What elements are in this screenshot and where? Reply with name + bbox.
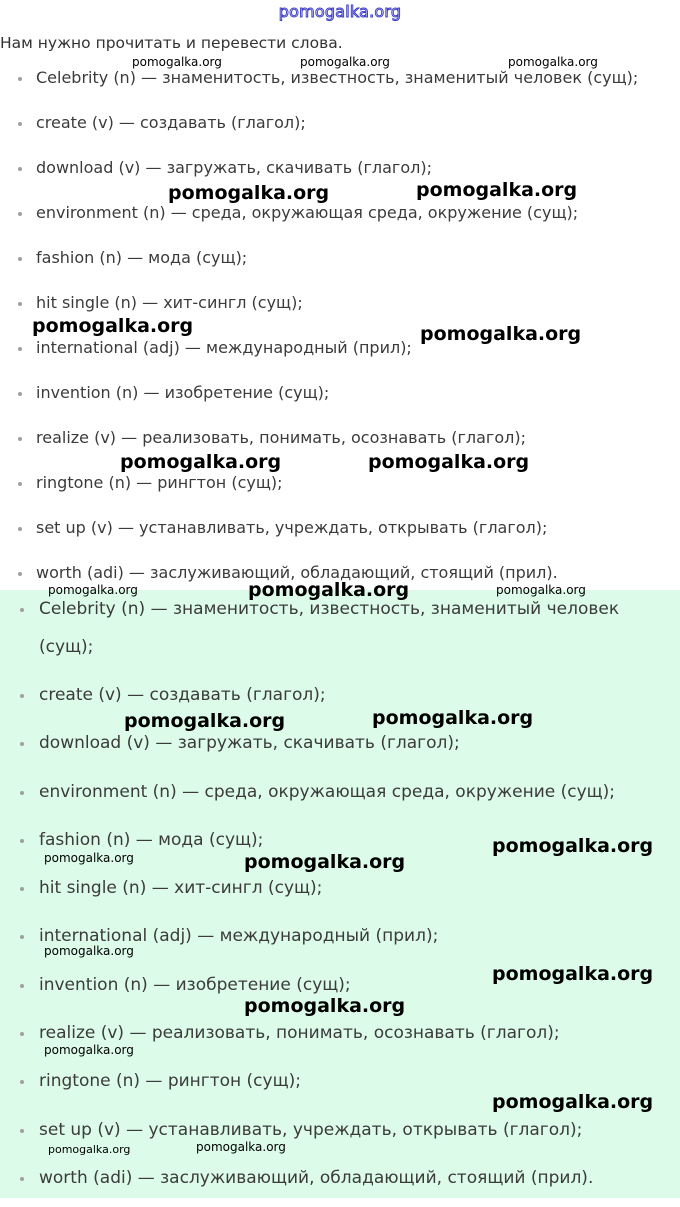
watermark: pomogalka.org [48,1143,131,1156]
list-item: create (v) — создавать (глагол); [0,103,680,148]
list-item: ringtone (n) — рингтон (сущ); [0,463,680,508]
list-item: fashion (n) — мода (сущ); [0,238,680,283]
watermark: pomogalka.org [244,851,406,873]
list-item: Celebrity (n) — знаменитость, известность, знаменитый человек (сущ); [0,590,680,676]
list-item: hit single (n) — хит-сингл (сущ); [0,869,680,917]
list-item: realize (v) — реализовать, понимать, осознавать (глагол); [0,418,680,463]
watermark: pomogalka.org [44,1043,134,1057]
list-item: download (v) — загружать, скачивать (глагол); [0,148,680,193]
watermark: pomogalka.org [244,995,406,1017]
watermark: pomogalka.org [196,1140,286,1154]
watermark: pomogalka.org [372,707,534,729]
list-item: worth (adi) — заслуживающий, обладающий, стоящий (прил). [0,1159,680,1207]
watermark: pomogalka.org [492,1091,654,1113]
list-item: realize (v) — реализовать, понимать, осознавать (глагол); [0,1014,680,1062]
list-item: Celebrity (n) — знаменитость, известность, знаменитый человек (сущ); [0,58,680,103]
watermark: pomogalka.org [44,851,134,865]
watermark: pomogalka.org [300,55,390,69]
watermark: pomogalka.org [492,963,654,985]
list-item: download (v) — загружать, скачивать (глагол); [0,724,680,772]
list-item: invention (n) — изобретение (сущ); [0,373,680,418]
watermark: pomogalka.org [492,835,654,857]
watermark: pomogalka.org [420,323,582,345]
watermark: pomogalka.org [508,55,598,69]
list-item: environment (n) — среда, окружающая среда, окружение (сущ); [0,773,680,821]
watermark: pomogalka.org [120,451,282,473]
list-item: worth (adi) — заслуживающий, обладающий, стоящий (прил). [0,553,680,598]
list-item: international (adj) — международный (прил); [0,328,680,373]
watermark: pomogalka.org [368,451,530,473]
watermark: pomogalka.org [168,182,330,204]
watermark: pomogalka.org [496,583,586,597]
list-item: environment (n) — среда, окружающая среда, окружение (сущ); [0,193,680,238]
watermark: pomogalka.org [132,55,222,69]
list-item: set up (v) — устанавливать, учреждать, открывать (глагол); [0,508,680,553]
list-item: ringtone (n) — рингтон (сущ); [0,1062,680,1110]
watermark: pomogalka.org [416,179,578,201]
list-item: set up (v) — устанавливать, учреждать, открывать (глагол); [0,1111,680,1159]
list-item: international (adj) — международный (прил); [0,917,680,965]
site-logo[interactable]: pomogalka.org [278,2,402,21]
vocabulary-list-bottom [0,590,680,1207]
watermark: pomogalka.org [124,710,286,732]
watermark: pomogalka.org [48,583,138,597]
list-item: hit single (n) — хит-сингл (сущ); [0,283,680,328]
watermark: pomogalka.org [44,944,134,958]
list-item: invention (n) — изобретение (сущ); [0,966,680,1014]
list-item: fashion (n) — мода (сущ); [0,821,680,869]
list-item: create (v) — создавать (глагол); [0,676,680,724]
watermark: pomogalka.org [248,579,410,601]
watermark: pomogalka.org [32,315,194,337]
intro-text: Нам нужно прочитать и перевести слова. [0,34,343,52]
